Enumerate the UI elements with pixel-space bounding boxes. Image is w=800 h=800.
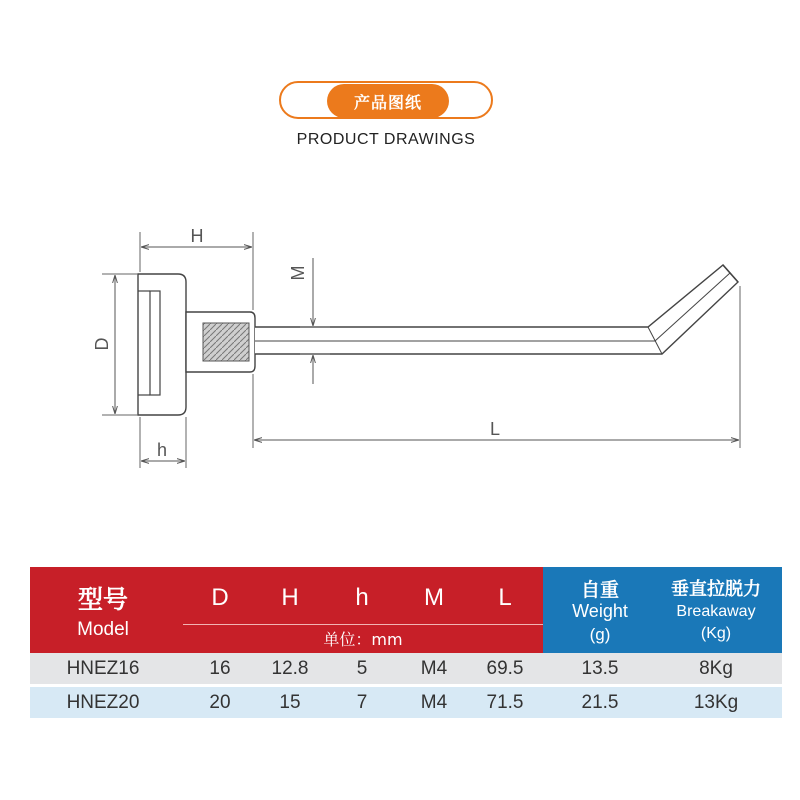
cell-breakaway: 8Kg — [699, 658, 733, 679]
header-title-cn: 产品图纸 — [327, 84, 449, 118]
unit-label: 单位：mm — [323, 630, 403, 649]
cell-M: M4 — [420, 692, 448, 713]
dim-label-L: L — [489, 419, 501, 439]
cell-breakaway: 13Kg — [693, 692, 739, 713]
model-header-cn: 型号 — [77, 585, 128, 614]
cell-model: HNEZ16 — [66, 658, 140, 679]
thread-section — [203, 323, 249, 361]
cell-weight: 13.5 — [581, 658, 619, 679]
cell-M: M4 — [420, 658, 448, 679]
model-header-en: Model — [77, 619, 129, 640]
weight-header-cn: 自重 — [580, 579, 619, 601]
dim-label-D: D — [92, 337, 112, 351]
cell-h: 7 — [356, 692, 368, 713]
breakaway-header-cn: 垂直拉脱力 — [671, 579, 761, 600]
col-header-D: D — [211, 584, 229, 611]
col-header-h: h — [355, 584, 369, 611]
cell-L: 69.5 — [486, 658, 524, 679]
col-header-H: H — [281, 584, 299, 611]
table-row — [30, 687, 782, 718]
cell-model: HNEZ20 — [66, 692, 140, 713]
cell-h: 5 — [356, 658, 368, 679]
dim-label-h: h — [156, 440, 168, 460]
table-row — [30, 653, 782, 684]
col-header-L: L — [498, 584, 512, 611]
unit-divider — [183, 624, 543, 625]
weight-header-unit: (g) — [589, 625, 611, 644]
cell-D: 20 — [209, 692, 231, 713]
header-title-en: PRODUCT DRAWINGS — [296, 131, 476, 148]
cell-H: 12.8 — [271, 658, 309, 679]
dim-label-M: M — [288, 265, 308, 281]
dim-label-H: H — [190, 226, 204, 246]
cell-D: 16 — [209, 658, 231, 679]
col-header-M: M — [424, 584, 444, 611]
magnet-head — [138, 274, 186, 415]
cell-L: 71.5 — [486, 692, 524, 713]
cell-weight: 21.5 — [581, 692, 619, 713]
breakaway-header-en: Breakaway — [676, 603, 756, 620]
cell-H: 15 — [279, 692, 301, 713]
breakaway-header-unit: (Kg) — [700, 625, 732, 642]
weight-header-en: Weight — [572, 601, 628, 621]
